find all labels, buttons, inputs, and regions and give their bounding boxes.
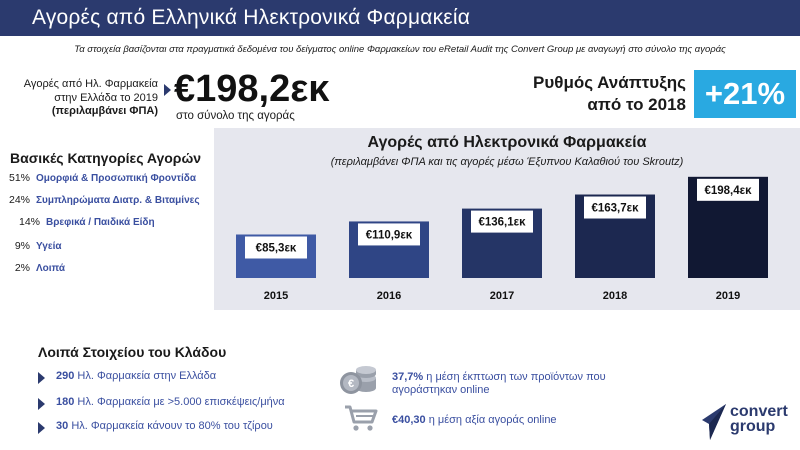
basket-value: €40,30 — [392, 414, 426, 426]
x-tick-label: 2015 — [263, 290, 289, 302]
category-name: Συμπληρώματα Διατρ. & Βιταμίνες — [36, 195, 200, 206]
triangle-right-icon — [38, 398, 45, 410]
growth-label — [520, 72, 686, 116]
logo-text — [730, 404, 788, 434]
triangle-right-icon — [38, 372, 45, 384]
logo-line2: group — [730, 418, 776, 435]
discount-value: 37,7% — [392, 371, 424, 383]
category-pct: 14% — [18, 216, 40, 228]
page-subtitle: Τα στοιχεία βασίζονται στα πραγματικά δεδομένα του δείγματος online Φαρμακείων του eRetail Audit της Convert Group με αναγωγή στο σύνολο της αγοράς — [74, 44, 726, 55]
category-pct: 2% — [14, 262, 30, 274]
triangle-right-icon — [38, 422, 45, 434]
growth-label-line1: Ρυθμός Ανάπτυξης — [533, 73, 686, 92]
data-label: €110,9εκ — [365, 229, 413, 242]
discount-text-1: η μέση έκπτωση των προϊόντων που — [426, 371, 606, 383]
bar-chart — [214, 128, 800, 310]
chart-subtitle: (περιλαμβάνει ΦΠΑ και τις αγορές μέσω Έξυπνου Καλαθιού του Skroutz) — [330, 156, 684, 168]
discount-text-2: αγοράστηκαν online — [392, 384, 490, 396]
shopping-cart-icon — [344, 404, 378, 432]
other-stat-text: Ηλ. Φαρμακεία με >5.000 επισκέψεις/μήνα — [77, 396, 285, 408]
other-stats-title: Λοιπά Στοιχείου του Κλάδου — [38, 344, 227, 360]
chart-title: Αγορές από Ηλεκτρονικά Φαρμακεία — [367, 134, 647, 151]
page-title: Αγορές από Ελληνικά Ηλεκτρονικά Φαρμακεία — [32, 6, 471, 29]
category-name: Ομορφιά & Προσωπική Φροντίδα — [36, 173, 196, 184]
category-name: Υγεία — [36, 241, 62, 252]
category-pct: 9% — [14, 240, 30, 252]
x-tick-label: 2019 — [715, 290, 741, 302]
other-stat-num: 30 — [56, 420, 69, 432]
svg-text:€: € — [347, 378, 355, 390]
x-tick-label: 2016 — [376, 290, 402, 302]
category-pct: 24% — [8, 194, 30, 206]
other-stat-text: Ηλ. Φαρμακεία κάνουν το 80% του τζίρου — [71, 420, 273, 432]
category-name: Βρεφικά / Παιδικά Είδη — [46, 217, 155, 228]
total-label — [10, 78, 158, 119]
convert-group-logo-icon — [700, 402, 728, 442]
data-label: €198,4εκ — [704, 184, 752, 197]
category-pct: 51% — [8, 172, 30, 184]
basket-text: η μέση αξία αγοράς online — [428, 414, 557, 426]
total-label-line2: στην Ελλάδα το 2019 — [54, 91, 158, 104]
data-label: €163,7εκ — [591, 202, 639, 215]
total-sub: στο σύνολο της αγοράς — [176, 110, 295, 122]
total-label-line1: Αγορές από Ηλ. Φαρμακεία — [23, 78, 158, 90]
other-stat-num: 180 — [56, 396, 75, 408]
x-tick-label: 2017 — [489, 290, 515, 302]
data-label: €85,3εκ — [255, 242, 297, 255]
growth-label-line2: από το 2018 — [587, 95, 686, 114]
title-bar — [0, 0, 800, 36]
growth-badge: +21% — [694, 70, 796, 118]
category-name: Λοιπά — [36, 263, 66, 274]
data-label: €136,1εκ — [478, 216, 526, 229]
logo-line1: convert — [730, 403, 788, 420]
coins-icon — [338, 364, 380, 396]
other-stat-text: Ηλ. Φαρμακεία στην Ελλάδα — [77, 370, 217, 382]
other-stat-num: 290 — [56, 370, 75, 382]
total-value: €198,2εκ — [174, 68, 330, 110]
total-label-line3: (περιλαμβάνει ΦΠΑ) — [51, 105, 158, 117]
triangle-right-icon — [164, 84, 171, 96]
x-tick-label: 2018 — [602, 290, 628, 302]
categories-title: Βασικές Κατηγορίες Αγορών — [10, 150, 202, 166]
